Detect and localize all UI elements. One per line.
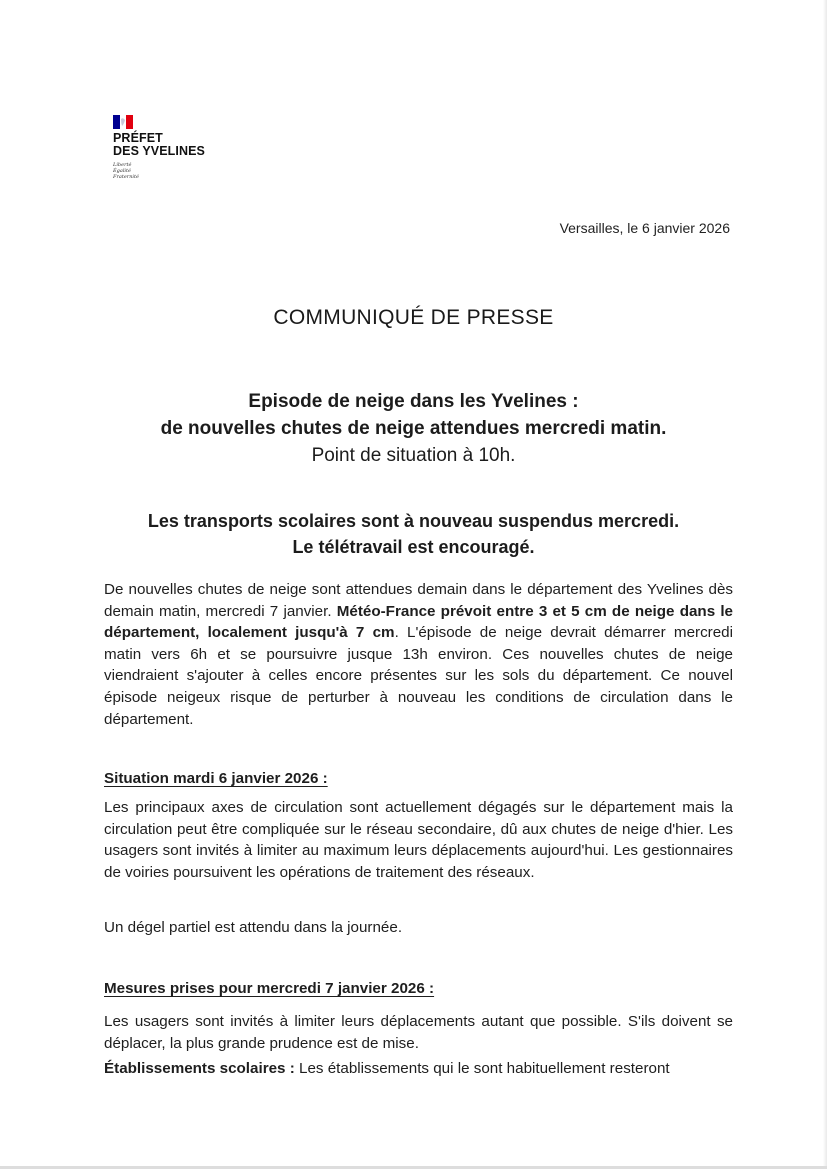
- headline-line-1: Episode de neige dans les Yvelines :: [248, 391, 579, 412]
- section-title-mesures: Mesures prises pour mercredi 7 janvier 2026 :: [104, 980, 435, 997]
- intro-text-2: . L'épisode de neige devrait démarrer mercredi matin vers 6h et se poursuivre jusque 13h environ. Ces nouvelles chutes de neige viendraient s'ajouter à celles encore présentes sur les sols du département. Ce nouvel épisode neigeux risque de perturber à nouveau les conditions de circulation dans le département.: [104, 624, 733, 728]
- schools-paragraph: [104, 1058, 733, 1080]
- section-title-situation: Situation mardi 6 janvier 2026 :: [104, 770, 328, 787]
- motto-fraternite: Fraternité: [113, 174, 139, 180]
- intro-text-1: De nouvelles chutes de neige sont attendues demain dans le département des Yvelines dès demain matin, mercredi 7 janvier.: [104, 581, 733, 620]
- headline-line-2: de nouvelles chutes de neige attendues mercredi matin.: [160, 418, 667, 439]
- subheadline-line-1: Les transports scolaires sont à nouveau suspendus mercredi.: [147, 511, 680, 531]
- headline: [0, 388, 827, 469]
- scan-edge-shadow: [823, 0, 827, 1169]
- marianne-flag-icon: [113, 115, 133, 129]
- schools-text: Les établissements qui le sont habituellement resteront: [294, 1060, 670, 1077]
- republic-motto: [113, 162, 233, 180]
- prefecture-logo: [113, 115, 233, 180]
- logo-line-prefet: PRÉFET: [113, 131, 163, 145]
- situation-paragraph: Les principaux axes de circulation sont actuellement dégagés sur le département mais la circulation peut être compliquée sur le réseau secondaire, dû aux chutes de neige d'hier. Les usagers sont invités à limiter au maximum leurs déplacements aujourd'hui. Les gestionnaires de voiries poursuivent les opérations de traitement des réseaux.: [104, 799, 733, 881]
- logo-line-department: DES YVELINES: [113, 144, 205, 158]
- press-release-title: COMMUNIQUÉ DE PRESSE: [273, 306, 554, 329]
- mesures-paragraph: Les usagers sont invités à limiter leurs déplacements autant que possible. S'ils doivent se déplacer, la plus grande prudence est de mise.: [104, 1013, 733, 1052]
- subheadline-line-2: Le télétravail est encouragé.: [292, 537, 535, 557]
- headline-line-3: Point de situation à 10h.: [311, 445, 516, 466]
- intro-forecast-bold: Météo-France prévoit entre 3 et 5 cm de neige dans le département, localement jusqu'à 7 cm: [104, 602, 733, 642]
- motto-egalite: Égalité: [113, 168, 131, 174]
- thaw-paragraph: Un dégel partiel est attendu dans la journée.: [104, 919, 403, 936]
- schools-label: Établissements scolaires :: [104, 1060, 295, 1077]
- motto-liberte: Liberté: [113, 162, 132, 168]
- intro-paragraph: [104, 579, 733, 730]
- document-date: Versailles, le 6 janvier 2026: [559, 220, 730, 236]
- subheadline: [0, 508, 827, 560]
